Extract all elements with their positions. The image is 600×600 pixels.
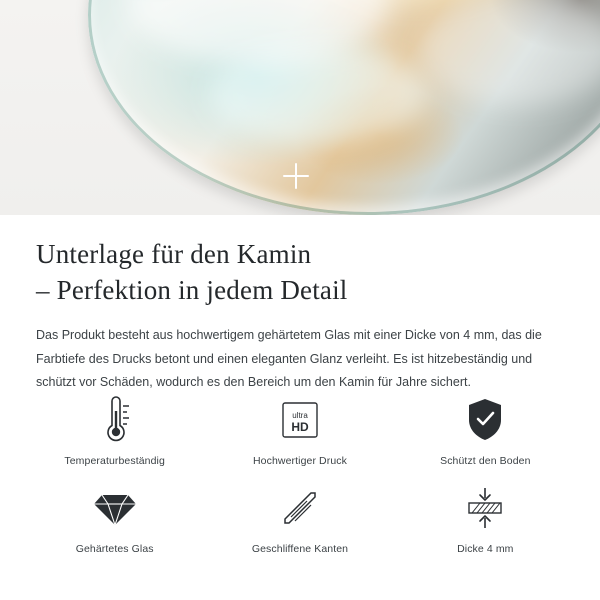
feature-label: Schützt den Boden <box>440 455 531 467</box>
feature-item-tempered-glass <box>22 481 207 555</box>
feature-grid <box>0 393 600 555</box>
shield-check-icon <box>462 393 508 447</box>
hero-product-image <box>0 0 600 215</box>
polished-edges-icon <box>277 481 323 535</box>
feature-label: Geschliffene Kanten <box>251 543 349 555</box>
ultra-hd-icon <box>277 393 323 447</box>
feature-item-temperature <box>22 393 207 467</box>
headline-line-2: – Perfektion in jedem Detail <box>36 274 348 305</box>
feature-label: Temperaturbeständig <box>64 455 165 467</box>
feature-item-polished-edges <box>207 481 392 555</box>
feature-label: Dicke 4 mm <box>457 543 514 555</box>
svg-text:HD: HD <box>291 420 309 434</box>
page-title <box>0 215 600 308</box>
headline-line-1: Unterlage für den Kamin <box>36 239 312 269</box>
description-paragraph: Das Produkt besteht aus hochwertigem gehärtetem Glas mit einer Dicke von 4 mm, das die Farbtiefe des Drucks betont und einen eleganten Glanz verleiht. Es ist hitzebeständig und schützt vor Schäden, wodurch es den Bereich um den Kamin für Jahre sichert. <box>36 328 542 389</box>
svg-text:ultra: ultra <box>292 411 308 420</box>
feature-item-thickness <box>393 481 578 555</box>
text-content <box>0 215 600 394</box>
feature-label: Hochwertiger Druck <box>252 455 347 467</box>
thermometer-icon <box>93 393 137 447</box>
thickness-arrows-icon <box>462 481 508 535</box>
feature-item-print-quality <box>207 393 392 467</box>
diamond-icon <box>90 481 140 535</box>
feature-item-floor-protection <box>393 393 578 467</box>
feature-label: Gehärtetes Glas <box>75 543 154 555</box>
